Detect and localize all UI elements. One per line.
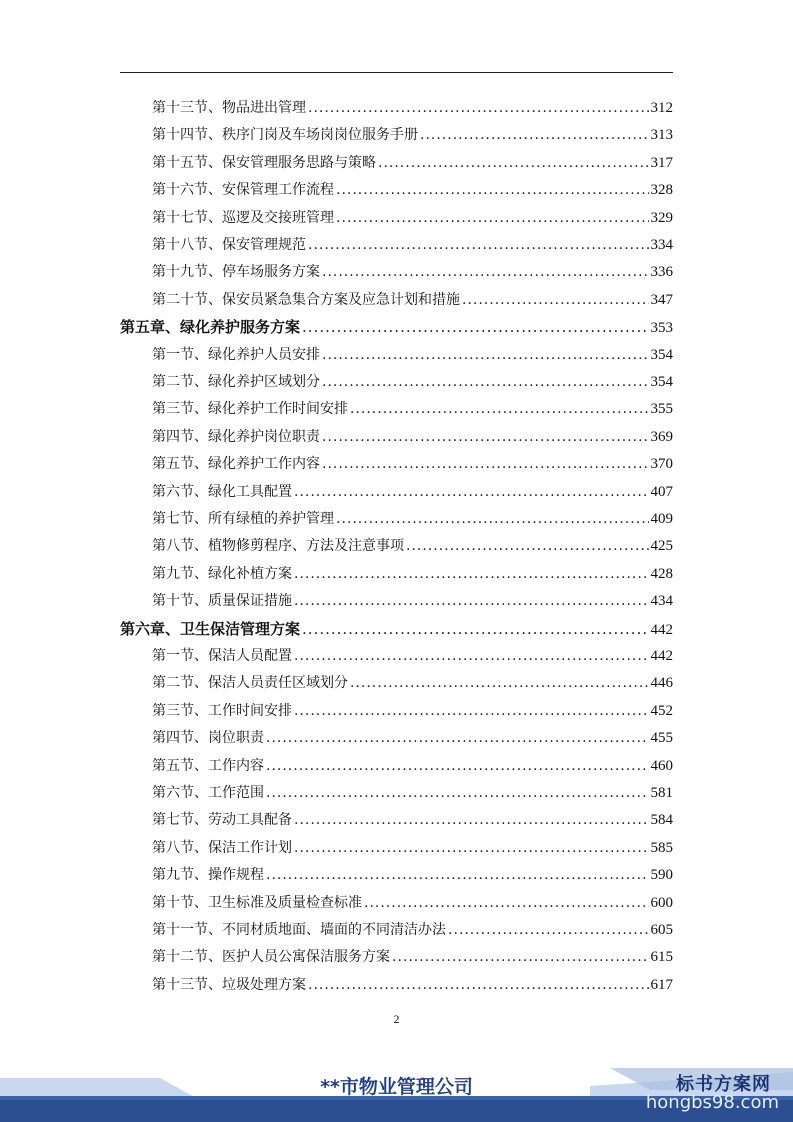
toc-chapter-entry[interactable] xyxy=(120,617,673,641)
toc-entry-title: 第十二节、医护人员公寓保洁服务方案 xyxy=(152,949,390,966)
toc-entry-title: 第八节、保洁工作计划 xyxy=(152,839,292,856)
toc-leader-dots xyxy=(294,699,649,723)
toc-entry-page: 455 xyxy=(650,730,673,747)
toc-entry-title: 第九节、操作规程 xyxy=(152,867,264,884)
header-rule xyxy=(120,72,673,73)
toc-leader-dots xyxy=(322,452,649,476)
toc-section-entry[interactable] xyxy=(152,534,673,558)
toc-section-entry[interactable] xyxy=(152,891,673,915)
toc-leader-dots xyxy=(364,891,649,915)
toc-entry-page: 425 xyxy=(650,538,673,555)
toc-section-entry[interactable] xyxy=(152,589,673,613)
toc-entry-title: 第六节、工作范围 xyxy=(152,785,264,801)
toc-leader-dots xyxy=(266,781,649,805)
toc-section-entry[interactable] xyxy=(152,123,673,147)
toc-leader-dots xyxy=(420,123,649,147)
toc-entry-title: 第十六节、安保管理工作流程 xyxy=(152,182,334,199)
toc-leader-dots xyxy=(336,178,649,202)
toc-entry-page: 605 xyxy=(650,922,673,938)
toc-entry-page: 409 xyxy=(650,511,673,527)
toc-entry-page: 355 xyxy=(650,401,673,418)
toc-section-entry[interactable] xyxy=(152,836,673,860)
toc-leader-dots xyxy=(322,370,649,394)
toc-entry-page: 354 xyxy=(650,346,673,363)
toc-entry-title: 第三节、工作时间安排 xyxy=(152,702,292,719)
toc-entry-title: 第二十节、保安员紧急集合方案及应急计划和措施 xyxy=(152,291,460,308)
toc-entry-title: 第七节、所有绿植的养护管理 xyxy=(152,511,334,527)
toc-leader-dots xyxy=(336,206,649,230)
toc-entry-page: 354 xyxy=(650,374,673,390)
toc-chapter-entry[interactable] xyxy=(120,315,673,339)
toc-entry-title: 第十节、卫生标准及质量检查标准 xyxy=(152,894,362,911)
toc-entry-page: 615 xyxy=(650,949,673,966)
toc-leader-dots xyxy=(322,260,649,284)
toc-entry-page: 369 xyxy=(650,428,673,445)
toc-entry-title: 第二节、绿化养护区域划分 xyxy=(152,374,320,390)
toc-entry-title: 第九节、绿化补植方案 xyxy=(152,565,292,582)
toc-entry-page: 317 xyxy=(650,154,673,171)
toc-entry-title: 第十七节、巡逻及交接班管理 xyxy=(152,209,334,226)
watermark-url: hongbs98.com xyxy=(645,1092,779,1113)
toc-leader-dots xyxy=(308,233,649,257)
toc-entry-page: 353 xyxy=(650,320,673,337)
toc-entry-page: 329 xyxy=(650,209,673,226)
toc-entry-page: 584 xyxy=(650,812,673,829)
toc-entry-title: 第十三节、垃圾处理方案 xyxy=(152,976,306,993)
toc-section-entry[interactable] xyxy=(152,644,673,668)
watermark-logo: 标书方案网 xyxy=(676,1074,771,1095)
toc-leader-dots xyxy=(308,96,649,120)
toc-section-entry[interactable] xyxy=(152,233,673,257)
toc-entry-page: 590 xyxy=(650,867,673,884)
toc-section-entry[interactable] xyxy=(152,370,673,394)
toc-entry-title: 第六章、卫生保洁管理方案 xyxy=(120,619,301,638)
toc-section-entry[interactable] xyxy=(152,288,673,312)
toc-leader-dots xyxy=(350,671,649,695)
toc-entry-title: 第十三节、物品进出管理 xyxy=(152,100,306,116)
toc-section-entry[interactable] xyxy=(152,151,673,175)
toc-leader-dots xyxy=(308,973,649,997)
toc-leader-dots xyxy=(336,507,649,531)
toc-entry-title: 第七节、劳动工具配备 xyxy=(152,812,292,829)
toc-section-entry[interactable] xyxy=(152,452,673,476)
toc-leader-dots xyxy=(266,863,649,887)
toc-section-entry[interactable] xyxy=(152,206,673,230)
toc-leader-dots xyxy=(294,836,649,860)
toc-leader-dots xyxy=(406,534,649,558)
toc-section-entry[interactable] xyxy=(152,671,673,695)
toc-entry-page: 434 xyxy=(650,593,673,610)
toc-leader-dots xyxy=(294,589,649,613)
toc-leader-dots xyxy=(302,617,648,641)
toc-entry-title: 第十五节、保安管理服务思路与策略 xyxy=(152,154,376,171)
toc-section-entry[interactable] xyxy=(152,507,673,531)
toc-entry-page: 312 xyxy=(650,100,673,116)
toc-entry-page: 617 xyxy=(650,976,673,993)
toc-leader-dots xyxy=(294,480,649,504)
toc-entry-page: 442 xyxy=(650,648,673,664)
toc-section-entry[interactable] xyxy=(152,973,673,997)
toc-section-entry[interactable] xyxy=(152,397,673,421)
toc-entry-title: 第十四节、秩序门岗及车场岗岗位服务手册 xyxy=(152,127,418,144)
toc-entry-page: 446 xyxy=(650,675,673,692)
toc-entry-title: 第四节、绿化养护岗位职责 xyxy=(152,428,320,445)
toc-entry-page: 347 xyxy=(650,291,673,308)
toc-entry-title: 第五节、工作内容 xyxy=(152,757,264,774)
toc-leader-dots xyxy=(322,425,649,449)
toc-entry-page: 370 xyxy=(650,456,673,473)
toc-leader-dots xyxy=(266,726,649,750)
page-number: 2 xyxy=(393,1012,400,1026)
toc-leader-dots xyxy=(294,644,649,668)
toc-section-entry[interactable] xyxy=(152,562,673,586)
toc-section-entry[interactable] xyxy=(152,781,673,805)
toc-entry-page: 600 xyxy=(650,894,673,911)
toc-entry-title: 第十一节、不同材质地面、墙面的不同清洁办法 xyxy=(152,922,446,938)
toc-section-entry[interactable] xyxy=(152,480,673,504)
toc-section-entry[interactable] xyxy=(152,699,673,723)
toc-leader-dots xyxy=(462,288,649,312)
toc-entry-page: 581 xyxy=(650,785,673,801)
toc-leader-dots xyxy=(322,343,649,367)
toc-section-entry[interactable] xyxy=(152,808,673,832)
toc-entry-title: 第二节、保洁人员责任区域划分 xyxy=(152,675,348,692)
toc-section-entry[interactable] xyxy=(152,945,673,969)
toc-leader-dots xyxy=(294,808,649,832)
toc-leader-dots xyxy=(294,562,649,586)
toc-entry-page: 585 xyxy=(650,839,673,856)
toc-entry-title: 第八节、植物修剪程序、方法及注意事项 xyxy=(152,538,404,555)
toc-entry-page: 460 xyxy=(650,757,673,774)
toc-section-entry[interactable] xyxy=(152,96,673,120)
toc-leader-dots xyxy=(350,397,649,421)
toc-entry-page: 407 xyxy=(650,483,673,500)
toc-section-entry[interactable] xyxy=(152,343,673,367)
toc-entry-title: 第五节、绿化养护工作内容 xyxy=(152,456,320,473)
toc-entry-page: 452 xyxy=(650,702,673,719)
toc-entry-page: 442 xyxy=(650,621,673,638)
toc-leader-dots xyxy=(392,945,649,969)
toc-leader-dots xyxy=(266,754,649,778)
toc-entry-title: 第三节、绿化养护工作时间安排 xyxy=(152,401,348,418)
toc-entry-title: 第十八节、保安管理规范 xyxy=(152,237,306,253)
toc-section-entry[interactable] xyxy=(152,754,673,778)
toc-entry-title: 第一节、保洁人员配置 xyxy=(152,648,292,664)
toc-entry-page: 334 xyxy=(650,237,673,253)
toc-section-entry[interactable] xyxy=(152,726,673,750)
toc-entry-title: 第十节、质量保证措施 xyxy=(152,593,292,610)
toc-entry-page: 328 xyxy=(650,182,673,199)
toc-entry-page: 336 xyxy=(650,264,673,281)
toc-section-entry[interactable] xyxy=(152,425,673,449)
toc-entry-page: 428 xyxy=(650,565,673,582)
toc-section-entry[interactable] xyxy=(152,260,673,284)
toc-entry-title: 第十九节、停车场服务方案 xyxy=(152,264,320,281)
toc-section-entry[interactable] xyxy=(152,918,673,942)
toc-leader-dots xyxy=(302,315,648,339)
toc-leader-dots xyxy=(448,918,649,942)
footer-company-name: **市物业管理公司 xyxy=(320,1076,473,1098)
toc-section-entry[interactable] xyxy=(152,863,673,887)
toc-entry-title: 第六节、绿化工具配置 xyxy=(152,483,292,500)
toc-leader-dots xyxy=(378,151,649,175)
toc-entry-title: 第一节、绿化养护人员安排 xyxy=(152,346,320,363)
toc-entry-page: 313 xyxy=(650,127,673,144)
toc-entry-title: 第五章、绿化养护服务方案 xyxy=(120,318,301,337)
footer xyxy=(0,1060,793,1122)
toc-entry-title: 第四节、岗位职责 xyxy=(152,730,264,747)
toc-section-entry[interactable] xyxy=(152,178,673,202)
